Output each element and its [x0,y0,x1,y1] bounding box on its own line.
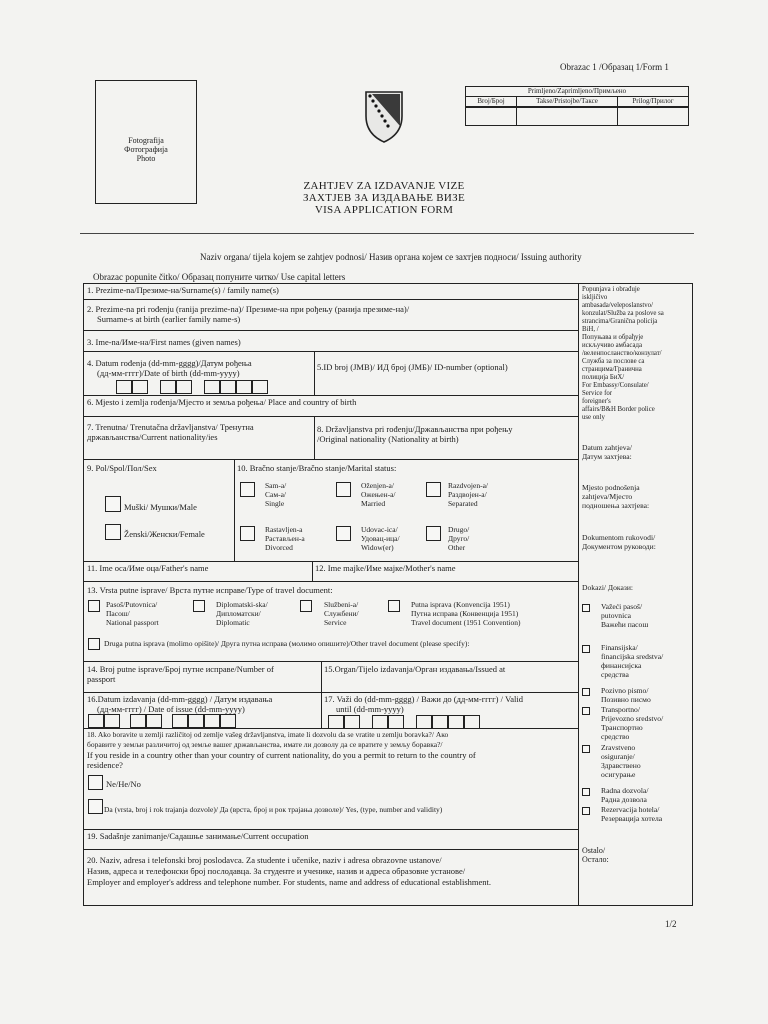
received-fees: Takse/Pristojbe/Таксе [536,97,598,105]
sidebar-evidence-title: Dokazi/ Докази: [582,583,634,592]
evidence-insurance-checkbox[interactable] [582,745,590,753]
field-first-names[interactable]: 3. Ime-na/Име-на/First names (given names) [87,337,241,347]
field-residence-permit-en-2: residence? [87,760,123,770]
field-mother-name[interactable]: 12. Ime majke/Име мајке/Mother's name [315,563,456,573]
evidence-transport-label: Transportno/ Prijevozno sredstvo/ Транспортно средство [601,705,664,741]
field-marital-status: 10. Bračno stanje/Bračno stanje/Marital status: [237,463,397,473]
evidence-hotel-label: Rezervacija hotela/ Резервација хотела [601,805,663,823]
form-number: Obrazac 1 /Образац 1/Form 1 [560,62,669,72]
sex-male-label: Muški/ Мушки/Male [124,502,197,512]
evidence-passport-label: Važeći pasoš/ putovnica Важећи пасош [601,602,649,629]
title-english: VISA APPLICATION FORM [314,204,454,216]
sidebar-date-of-request[interactable]: Datum zahtjeva/ Датум захтјева: [582,443,632,461]
field-residence-permit-en: If you reside in a country other than your country of current nationality, do you a permit to return to the country of [87,750,476,760]
bih-coat-of-arms-icon [364,86,404,144]
field-date-of-birth-en: (дд-мм-гггг)/Date of birth (dd-mm-yyyy) [97,368,240,378]
evidence-passport-checkbox[interactable] [582,604,590,612]
evidence-transport-checkbox[interactable] [582,707,590,715]
sidebar-other[interactable]: Ostalo/ Остало: [582,846,609,864]
marital-widow-label: Udovac-ica/ Удовац-ица/ Widow(er) [361,525,400,552]
field-current-occupation[interactable]: 19. Sadašnje zanimanje/Садашње занимање/Current occupation [87,831,309,841]
field-surname-at-birth-en: Surname-s at birth (earlier family name-s) [97,314,241,324]
sex-male-checkbox[interactable] [105,496,121,512]
field-date-of-issue[interactable]: 16.Datum izdavanja (dd-mm-gggg) / Датум издавања [87,694,273,704]
marital-separated-label: Razdvojen-a/ Раздвојен-а/ Separated [448,481,488,508]
field-surname-at-birth[interactable]: 2. Prezime-na pri rođenju (ranija prezime-na)/ Презиме-на при рођењу (ранија презиме-на)/ [87,304,410,314]
marital-other-label: Drugo/ Друго/ Other [448,525,470,552]
field-valid-until[interactable]: 17. Važi do (dd-mm-gggg) / Важи до (дд-мм-гггг) / Valid [324,694,524,704]
permit-no-label: Ne/Не/No [106,779,141,789]
doc-national-label: Pasoš/Putovnica/ Пасош/ National passport [106,600,159,627]
field-date-of-birth[interactable]: 4. Datum rođenja (dd-mm-gggg)/Датум рођења [87,358,252,368]
marital-divorced-label: Rastavljen-a Растављен-а Divorced [265,525,305,552]
sex-female-label: Ženski/Женски/Female [124,529,205,539]
title-latin: ZAHTJEV ZA IZDAVANJE VIZE [303,180,465,192]
evidence-work-permit-label: Radna dozvola/ Радна дозвола [601,786,649,804]
evidence-insurance-label: Zravstveno osiguranje/ Здравствено осигурање [601,743,641,779]
doc-service-label: Službeni-a/ Службени/ Service [324,600,359,627]
field-employer-cyr: Назив, адреса и телефонски број послодавца. За студенте и ученике, назив и адреса образовне установе/ [87,866,466,876]
field-passport-number-en: passport [87,674,116,684]
photo-box[interactable] [95,80,197,204]
marital-separated-checkbox[interactable] [426,482,441,497]
field-date-of-issue-en: (дд-мм-гггг) / Date of issue (dd-mm-yyyy) [97,704,245,714]
evidence-work-permit-checkbox[interactable] [582,788,590,796]
field-father-name[interactable]: 11. Ime oca/Име оца/Father's name [87,563,209,573]
field-id-number[interactable]: 5.ID broj (JMB)/ ИД број (ЈМБ)/ ID-number (optional) [317,362,508,372]
doc-travel-label: Putna isprava (Konvencija 1951) Путна исправа (Конвенција 1951) Travel document (1951 Convention) [411,600,521,627]
doc-national-checkbox[interactable] [88,600,100,612]
marital-married-checkbox[interactable] [336,482,351,497]
marital-widow-checkbox[interactable] [336,526,351,541]
doc-service-checkbox[interactable] [300,600,312,612]
field-current-nationality[interactable]: 7. Trenutna/ Trenutačna državljanstva/ Тренутна [87,422,254,432]
field-residence-permit: 18. Ako boravite u zemlji različitoj od zemlje vašeg državljanstva, imate li dozvolu da se vratite u zemlju boravka?/ Ако [87,730,449,739]
received-annex: Prilog/Прилог [632,97,674,105]
issuing-authority[interactable]: Naziv organa/ tijela kojem se zahtjev podnosi/ Назив органа којем се захтјев подноси/ Issuing authority [200,252,582,262]
photo-label: Fotografija Фотографија Photo [124,136,168,163]
evidence-hotel-checkbox[interactable] [582,807,590,815]
received-box [465,86,689,126]
marital-married-label: Oženjen-a/ Ожењен-а/ Married [361,481,396,508]
capital-letters-note: Obrazac popunite čitko/ Образац попуните читко/ Use capital letters [93,272,346,282]
permit-yes-label[interactable]: Da (vrsta, broj i rok trajanja dozvole)/ Да (врста, број и рок трајања дозволе)/ Yes, (type, number and validity) [104,805,443,814]
marital-other-checkbox[interactable] [426,526,441,541]
evidence-invitation-checkbox[interactable] [582,688,590,696]
sidebar-place-of-application[interactable]: Mjesto podnošenja zahtjeva/Мјесто подношења захтјева: [582,483,650,510]
field-current-nationality-en: држављанства/Current nationality/ies [87,432,218,442]
doc-other-checkbox[interactable] [88,638,100,650]
sex-female-checkbox[interactable] [105,524,121,540]
evidence-funds-label: Finansijska/ financijska sredstva/ финансијска средства [601,643,664,679]
marital-single-checkbox[interactable] [240,482,255,497]
received-title: Primljeno/Zaprimljeno/Примљено [466,87,688,97]
permit-yes-checkbox[interactable] [88,799,103,814]
marital-divorced-checkbox[interactable] [240,526,255,541]
permit-no-checkbox[interactable] [88,775,103,790]
doc-diplomatic-checkbox[interactable] [193,600,205,612]
field-place-of-birth[interactable]: 6. Mjesto i zemlja rođenja/Мјесто и земља рођења/ Place and country of birth [87,397,357,407]
field-travel-document: 13. Vrsta putne isprave/ Врста путне исправе/Type of travel document: [87,585,333,595]
received-number: Broj/Број [477,97,505,105]
doc-travel-checkbox[interactable] [388,600,400,612]
field-residence-permit-cyr: боравите у земљи различитој од земље вашег држављанства, имате ли дозволу да се вратите у земљу боравка?/ [87,740,443,749]
title-cyrillic: ЗАХТЈЕВ ЗА ИЗДАВАЊЕ ВИЗЕ [303,192,465,204]
marital-single-label: Sam-a/ Сам-а/ Single [265,481,287,508]
sidebar-document-handled-by[interactable]: Dokumentom rukovodi/ Документом руководи: [582,533,656,551]
field-original-nationality-en: /Original nationality (Nationality at birth) [317,434,459,444]
evidence-funds-checkbox[interactable] [582,645,590,653]
field-employer[interactable]: 20. Naziv, adresa i telefonski broj poslodavca. Za studente i učenike, naziv i adresa obrazovne ustanove/ [87,855,442,865]
evidence-invitation-label: Pozivno pismo/ Позивно писмо [601,686,651,704]
page-number: 1/2 [665,919,677,929]
doc-diplomatic-label: Diplomatski-ska/ Дипломатски/ Diplomatic [216,600,268,627]
top-rule [80,233,694,234]
field-employer-en: Employer and employer's address and telephone number. For students, name and address of educational establishment. [87,877,491,887]
field-original-nationality[interactable]: 8. Državljanstva pri rođenju/Држављанства при рођењу [317,424,513,434]
field-sex: 9. Pol/Spol/Пол/Sex [87,463,157,473]
field-passport-number[interactable]: 14. Broj putne isprave/Број путне исправе/Number of [87,664,274,674]
doc-other-label[interactable]: Druga putna isprava (molimo opišite)/ Друга путна исправа (молимо опишите)/Other travel document (please specify): [104,639,470,648]
field-valid-until-en: until (dd-mm-yyyy) [336,704,404,714]
field-surname[interactable]: 1. Prezime-na/Презиме-на/Surname(s) / family name(s) [87,285,279,295]
field-issued-at[interactable]: 15.Organ/Tijelo izdavanja/Орган издавања/Issued at [324,664,506,674]
official-use-note: Popunjava i obrađuje iskljičivo ambasada/veleposlanstvo/ konzulat/Služba za poslove sa strancima/Granična policija BiH, / Попуњава и обрађује искључиво амбасада /веленпосланство/конзулат/ Служба за послове са странцима/Гранична полиција БиХ/ For Embassy/Consulate/ Service for foreigner's affairs/B&H Border police use only [582,286,664,421]
